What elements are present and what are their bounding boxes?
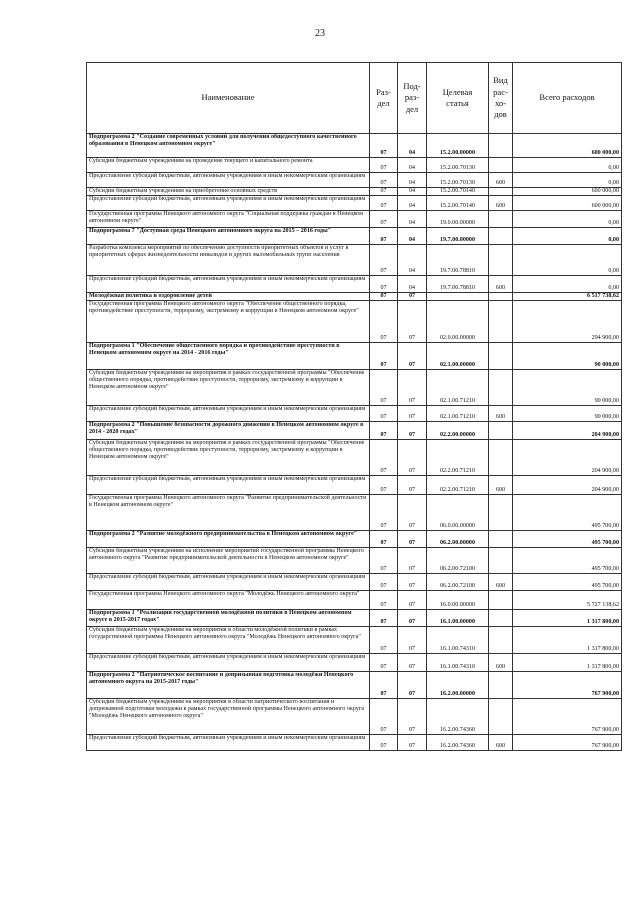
cell-name: Государственная программа Ненецкого автономного округа "Социальная поддержка граждан в Ненецком автономном округе" bbox=[87, 211, 370, 228]
cell-section: 07 bbox=[370, 422, 398, 440]
cell-target: 15.2.00.70130 bbox=[427, 173, 489, 188]
cell-total: 294 900,00 bbox=[513, 301, 622, 343]
budget-table bbox=[86, 62, 622, 751]
cell-name: Подпрограмма 2 "Повышение безопасности дорожного движения в Ненецком автономном округе в 2014 - 2020 годах" bbox=[87, 422, 370, 440]
cell-total: 6 517 738,62 bbox=[513, 293, 622, 301]
cell-name: Субсидии бюджетным учреждениям на проведение текущего и капитального ремонта bbox=[87, 158, 370, 173]
cell-total: 495 700,00 bbox=[513, 548, 622, 574]
cell-kind bbox=[489, 134, 513, 158]
table-body bbox=[87, 134, 622, 751]
cell-name: Подпрограмма 1 "Обеспечение общественного порядка и противодействие преступности в Ненецком автономном округе на 2014 - 2016 годы" bbox=[87, 343, 370, 370]
cell-subsection: 07 bbox=[398, 476, 427, 495]
cell-target: 15.2.00.70140 bbox=[427, 188, 489, 196]
cell-total: 1 317 800,00 bbox=[513, 654, 622, 672]
cell-subsection: 04 bbox=[398, 158, 427, 173]
table-row bbox=[87, 370, 622, 406]
cell-subsection: 07 bbox=[398, 370, 427, 406]
cell-subsection: 04 bbox=[398, 196, 427, 211]
table-row bbox=[87, 343, 622, 370]
cell-name: Подпрограмма 2 "Создание современных условий для получения общедоступного качественного образования в Ненецком автономном округе" bbox=[87, 134, 370, 158]
cell-name: Подпрограмма 2 "Развитие молодёжного предпринимательства в Ненецком автономном округе" bbox=[87, 531, 370, 548]
cell-subsection: 07 bbox=[398, 591, 427, 610]
table-row bbox=[87, 276, 622, 293]
cell-subsection: 07 bbox=[398, 495, 427, 531]
cell-total: 0,00 bbox=[513, 158, 622, 173]
header-kind: Вид рас- хо- дов bbox=[489, 63, 513, 134]
cell-name: Субсидии бюджетным учреждениям на мероприятия в области молодёжной политики в рамках государственной программы Ненецкого автономного округа "Молодёжь Ненецкого автономного округа" bbox=[87, 627, 370, 654]
cell-target: 16.2.00.00000 bbox=[427, 672, 489, 699]
table-row bbox=[87, 440, 622, 476]
cell-subsection: 07 bbox=[398, 531, 427, 548]
cell-total: 495 700,00 bbox=[513, 495, 622, 531]
cell-section: 07 bbox=[370, 406, 398, 422]
cell-subsection: 07 bbox=[398, 422, 427, 440]
cell-total: 767 900,00 bbox=[513, 672, 622, 699]
cell-total: 600 000,00 bbox=[513, 196, 622, 211]
cell-subsection: 04 bbox=[398, 173, 427, 188]
cell-section: 07 bbox=[370, 440, 398, 476]
cell-name: Государственная программа Ненецкого автономного округа "Развитие предпринимательской деятельности в Ненецком автономном округе" bbox=[87, 495, 370, 531]
table-row bbox=[87, 293, 622, 301]
cell-kind: 600 bbox=[489, 654, 513, 672]
cell-kind: 600 bbox=[489, 574, 513, 591]
cell-subsection: 07 bbox=[398, 343, 427, 370]
table-row bbox=[87, 245, 622, 276]
cell-kind bbox=[489, 531, 513, 548]
cell-section: 07 bbox=[370, 370, 398, 406]
cell-kind bbox=[489, 188, 513, 196]
table-row bbox=[87, 610, 622, 627]
cell-section: 07 bbox=[370, 134, 398, 158]
table-row bbox=[87, 196, 622, 211]
cell-target: 02.1.00.00000 bbox=[427, 343, 489, 370]
cell-total: 1 317 800,00 bbox=[513, 610, 622, 627]
cell-kind bbox=[489, 293, 513, 301]
cell-subsection: 04 bbox=[398, 211, 427, 228]
cell-kind bbox=[489, 228, 513, 245]
cell-kind bbox=[489, 370, 513, 406]
cell-target: 16.0.00.00000 bbox=[427, 591, 489, 610]
cell-target: 19.0.00.00000 bbox=[427, 211, 489, 228]
cell-target: 15.2.00.00000 bbox=[427, 134, 489, 158]
cell-section: 07 bbox=[370, 672, 398, 699]
cell-subsection: 07 bbox=[398, 610, 427, 627]
cell-total: 1 317 800,00 bbox=[513, 627, 622, 654]
cell-subsection: 04 bbox=[398, 188, 427, 196]
cell-section: 07 bbox=[370, 343, 398, 370]
table-row bbox=[87, 699, 622, 735]
cell-section: 07 bbox=[370, 591, 398, 610]
cell-name: Предоставление субсидий бюджетным, автономным учреждениям и иным некоммерческим организациям bbox=[87, 574, 370, 591]
cell-section: 07 bbox=[370, 495, 398, 531]
cell-total: 0,00 bbox=[513, 211, 622, 228]
cell-subsection: 07 bbox=[398, 406, 427, 422]
cell-kind: 600 bbox=[489, 476, 513, 495]
cell-target: 19.7.00.78810 bbox=[427, 245, 489, 276]
cell-subsection: 07 bbox=[398, 548, 427, 574]
header-name: Наименование bbox=[87, 63, 370, 134]
cell-subsection: 04 bbox=[398, 134, 427, 158]
cell-subsection: 07 bbox=[398, 440, 427, 476]
cell-kind bbox=[489, 343, 513, 370]
cell-subsection: 07 bbox=[398, 699, 427, 735]
cell-target: 19.7.00.00000 bbox=[427, 228, 489, 245]
table-row bbox=[87, 211, 622, 228]
cell-kind bbox=[489, 591, 513, 610]
cell-subsection: 07 bbox=[398, 301, 427, 343]
table-row bbox=[87, 591, 622, 610]
cell-section: 07 bbox=[370, 548, 398, 574]
cell-target: 06.2.00.00000 bbox=[427, 531, 489, 548]
cell-total: 0,00 bbox=[513, 245, 622, 276]
cell-name: Субсидии бюджетным учреждениям на мероприятия в области патриотического воспитания и допризывной подготовки молодежи в рамках государственной программы Ненецкого автономного округа "Молодёжь Ненецкого автономного округа" bbox=[87, 699, 370, 735]
cell-name: Субсидии бюджетным учреждениям на исполнение мероприятий государственной программы Ненецкого автономного округа "Развитие предпринимательской деятельности в Ненецком автономном округе" bbox=[87, 548, 370, 574]
cell-subsection: 07 bbox=[398, 574, 427, 591]
cell-name: Предоставление субсидий бюджетным, автономным учреждениям и иным некоммерческим организациям bbox=[87, 654, 370, 672]
cell-kind bbox=[489, 610, 513, 627]
table-row bbox=[87, 654, 622, 672]
table-row bbox=[87, 531, 622, 548]
cell-total: 600 000,00 bbox=[513, 188, 622, 196]
header-subsection: Под- раз- дел bbox=[398, 63, 427, 134]
cell-name: Предоставление субсидий бюджетным, автономным учреждениям и иным некоммерческим организациям bbox=[87, 476, 370, 495]
table-row bbox=[87, 173, 622, 188]
cell-section: 07 bbox=[370, 245, 398, 276]
cell-total: 0,00 bbox=[513, 173, 622, 188]
cell-kind bbox=[489, 422, 513, 440]
cell-total: 0,00 bbox=[513, 276, 622, 293]
cell-name: Предоставление субсидий бюджетным, автономным учреждениям и иным некоммерческим организациям bbox=[87, 735, 370, 751]
table-row bbox=[87, 476, 622, 495]
cell-name: Предоставление субсидий бюджетным, автономным учреждениям и иным некоммерческим организациям bbox=[87, 173, 370, 188]
cell-section: 07 bbox=[370, 173, 398, 188]
cell-section: 07 bbox=[370, 476, 398, 495]
cell-total: 495 700,00 bbox=[513, 531, 622, 548]
cell-name: Предоставление субсидий бюджетным, автономным учреждениям и иным некоммерческим организациям bbox=[87, 406, 370, 422]
cell-kind bbox=[489, 495, 513, 531]
cell-target: 16.1.00.00000 bbox=[427, 610, 489, 627]
table-row bbox=[87, 134, 622, 158]
table-row bbox=[87, 158, 622, 173]
cell-target: 06.2.00.72100 bbox=[427, 548, 489, 574]
cell-section: 07 bbox=[370, 211, 398, 228]
table-row bbox=[87, 406, 622, 422]
cell-kind bbox=[489, 158, 513, 173]
cell-total: 90 000,00 bbox=[513, 406, 622, 422]
cell-subsection: 07 bbox=[398, 627, 427, 654]
cell-subsection: 07 bbox=[398, 293, 427, 301]
cell-subsection: 07 bbox=[398, 654, 427, 672]
cell-target: 02.2.00.71210 bbox=[427, 440, 489, 476]
table-row bbox=[87, 672, 622, 699]
cell-total: 90 000,00 bbox=[513, 343, 622, 370]
cell-total: 600 000,00 bbox=[513, 134, 622, 158]
cell-target: 19.7.00.78810 bbox=[427, 276, 489, 293]
cell-total: 767 900,00 bbox=[513, 699, 622, 735]
table-row bbox=[87, 495, 622, 531]
cell-target: 16.1.00.74310 bbox=[427, 654, 489, 672]
table-row bbox=[87, 422, 622, 440]
cell-name: Разработка комплекса мероприятий по обеспечению доступности приоритетных объектов и услуг в приоритетных сферах жизнедеятельности инвалидов и других маломобильных групп населения bbox=[87, 245, 370, 276]
table-row bbox=[87, 548, 622, 574]
table-header-row bbox=[87, 63, 622, 134]
cell-name: Подпрограмма 1 "Реализация государственной молодёжной политики в Ненецком автономном округе в 2015-2017 годах" bbox=[87, 610, 370, 627]
cell-section: 07 bbox=[370, 531, 398, 548]
cell-target: 15.2.00.70140 bbox=[427, 196, 489, 211]
cell-target: 16.2.00.74360 bbox=[427, 735, 489, 751]
cell-subsection: 04 bbox=[398, 228, 427, 245]
table-row bbox=[87, 574, 622, 591]
header-section: Раз- дел bbox=[370, 63, 398, 134]
cell-kind: 600 bbox=[489, 173, 513, 188]
cell-kind bbox=[489, 440, 513, 476]
cell-kind bbox=[489, 245, 513, 276]
cell-section: 07 bbox=[370, 301, 398, 343]
cell-target: 02.2.00.71210 bbox=[427, 476, 489, 495]
cell-kind bbox=[489, 301, 513, 343]
cell-total: 0,00 bbox=[513, 228, 622, 245]
cell-name: Государственная программа Ненецкого автономного округа "Молодёжь Ненецкого автономного округа" bbox=[87, 591, 370, 610]
cell-total: 90 000,00 bbox=[513, 370, 622, 406]
cell-total: 204 900,00 bbox=[513, 476, 622, 495]
cell-section: 07 bbox=[370, 574, 398, 591]
cell-section: 07 bbox=[370, 735, 398, 751]
cell-section: 07 bbox=[370, 699, 398, 735]
cell-name: Субсидии бюджетным учреждениям на приобретение основных средств bbox=[87, 188, 370, 196]
cell-section: 07 bbox=[370, 276, 398, 293]
cell-kind bbox=[489, 627, 513, 654]
cell-kind: 600 bbox=[489, 406, 513, 422]
cell-total: 204 900,00 bbox=[513, 422, 622, 440]
table-row bbox=[87, 188, 622, 196]
table-row bbox=[87, 228, 622, 245]
cell-target: 02.0.00.00000 bbox=[427, 301, 489, 343]
cell-subsection: 07 bbox=[398, 672, 427, 699]
cell-name: Субсидии бюджетным учреждениям на мероприятия в рамках государственной программы "Обеспечение общественного порядка, противодействие преступности, терроризму, экстремизму и коррупции в Ненецком автономном округе" bbox=[87, 440, 370, 476]
header-target: Целевая статья bbox=[427, 63, 489, 134]
page-number: 23 bbox=[315, 28, 325, 39]
cell-target: 02.1.00.71210 bbox=[427, 406, 489, 422]
table-row bbox=[87, 735, 622, 751]
cell-name: Предоставление субсидий бюджетным, автономным учреждениям и иным некоммерческим организациям bbox=[87, 196, 370, 211]
cell-name: Субсидии бюджетным учреждениям на мероприятия в рамках государственной программы "Обеспечение общественного порядка, противодействие преступности, терроризму, экстремизму и коррупции в Ненецком автономном округе" bbox=[87, 370, 370, 406]
cell-total: 767 900,00 bbox=[513, 735, 622, 751]
cell-subsection: 07 bbox=[398, 735, 427, 751]
cell-target: 16.1.00.74310 bbox=[427, 627, 489, 654]
cell-kind bbox=[489, 211, 513, 228]
cell-name: Подпрограмма 2 "Патриотическое воспитание и допризывная подготовка молодёжи Ненецкого автономного округа на 2015-2017 годы" bbox=[87, 672, 370, 699]
cell-name: Молодёжная политика и оздоровление детей bbox=[87, 293, 370, 301]
cell-kind: 600 bbox=[489, 735, 513, 751]
cell-subsection: 04 bbox=[398, 276, 427, 293]
cell-kind: 600 bbox=[489, 276, 513, 293]
cell-target: 02.2.00.00000 bbox=[427, 422, 489, 440]
cell-section: 07 bbox=[370, 293, 398, 301]
cell-kind: 600 bbox=[489, 196, 513, 211]
cell-kind bbox=[489, 699, 513, 735]
cell-total: 495 700,00 bbox=[513, 574, 622, 591]
header-total: Всего расходов bbox=[513, 63, 622, 134]
cell-name: Государственная программа Ненецкого автономного округа "Обеспечение общественного порядка, противодействие преступности, терроризму, экстремизму и коррупции в Ненецком автономном округе" bbox=[87, 301, 370, 343]
cell-name: Подпрограмма 7 "Доступная среда Ненецкого автономного округа на 2015 – 2016 годы" bbox=[87, 228, 370, 245]
table-row bbox=[87, 301, 622, 343]
cell-section: 07 bbox=[370, 188, 398, 196]
cell-section: 07 bbox=[370, 196, 398, 211]
cell-target: 15.2.00.70130 bbox=[427, 158, 489, 173]
cell-section: 07 bbox=[370, 610, 398, 627]
cell-section: 07 bbox=[370, 228, 398, 245]
cell-total: 5 727 138,62 bbox=[513, 591, 622, 610]
cell-section: 07 bbox=[370, 654, 398, 672]
cell-kind bbox=[489, 548, 513, 574]
cell-target: 06.2.00.72100 bbox=[427, 574, 489, 591]
cell-target: 16.2.00.74360 bbox=[427, 699, 489, 735]
cell-target: 02.1.00.71210 bbox=[427, 370, 489, 406]
cell-name: Предоставление субсидий бюджетным, автономным учреждениям и иным некоммерческим организациям bbox=[87, 276, 370, 293]
table-row bbox=[87, 627, 622, 654]
cell-kind bbox=[489, 672, 513, 699]
cell-subsection: 04 bbox=[398, 245, 427, 276]
cell-target: 06.0.00.00000 bbox=[427, 495, 489, 531]
cell-target bbox=[427, 293, 489, 301]
cell-total: 204 900,00 bbox=[513, 440, 622, 476]
cell-section: 07 bbox=[370, 627, 398, 654]
cell-section: 07 bbox=[370, 158, 398, 173]
